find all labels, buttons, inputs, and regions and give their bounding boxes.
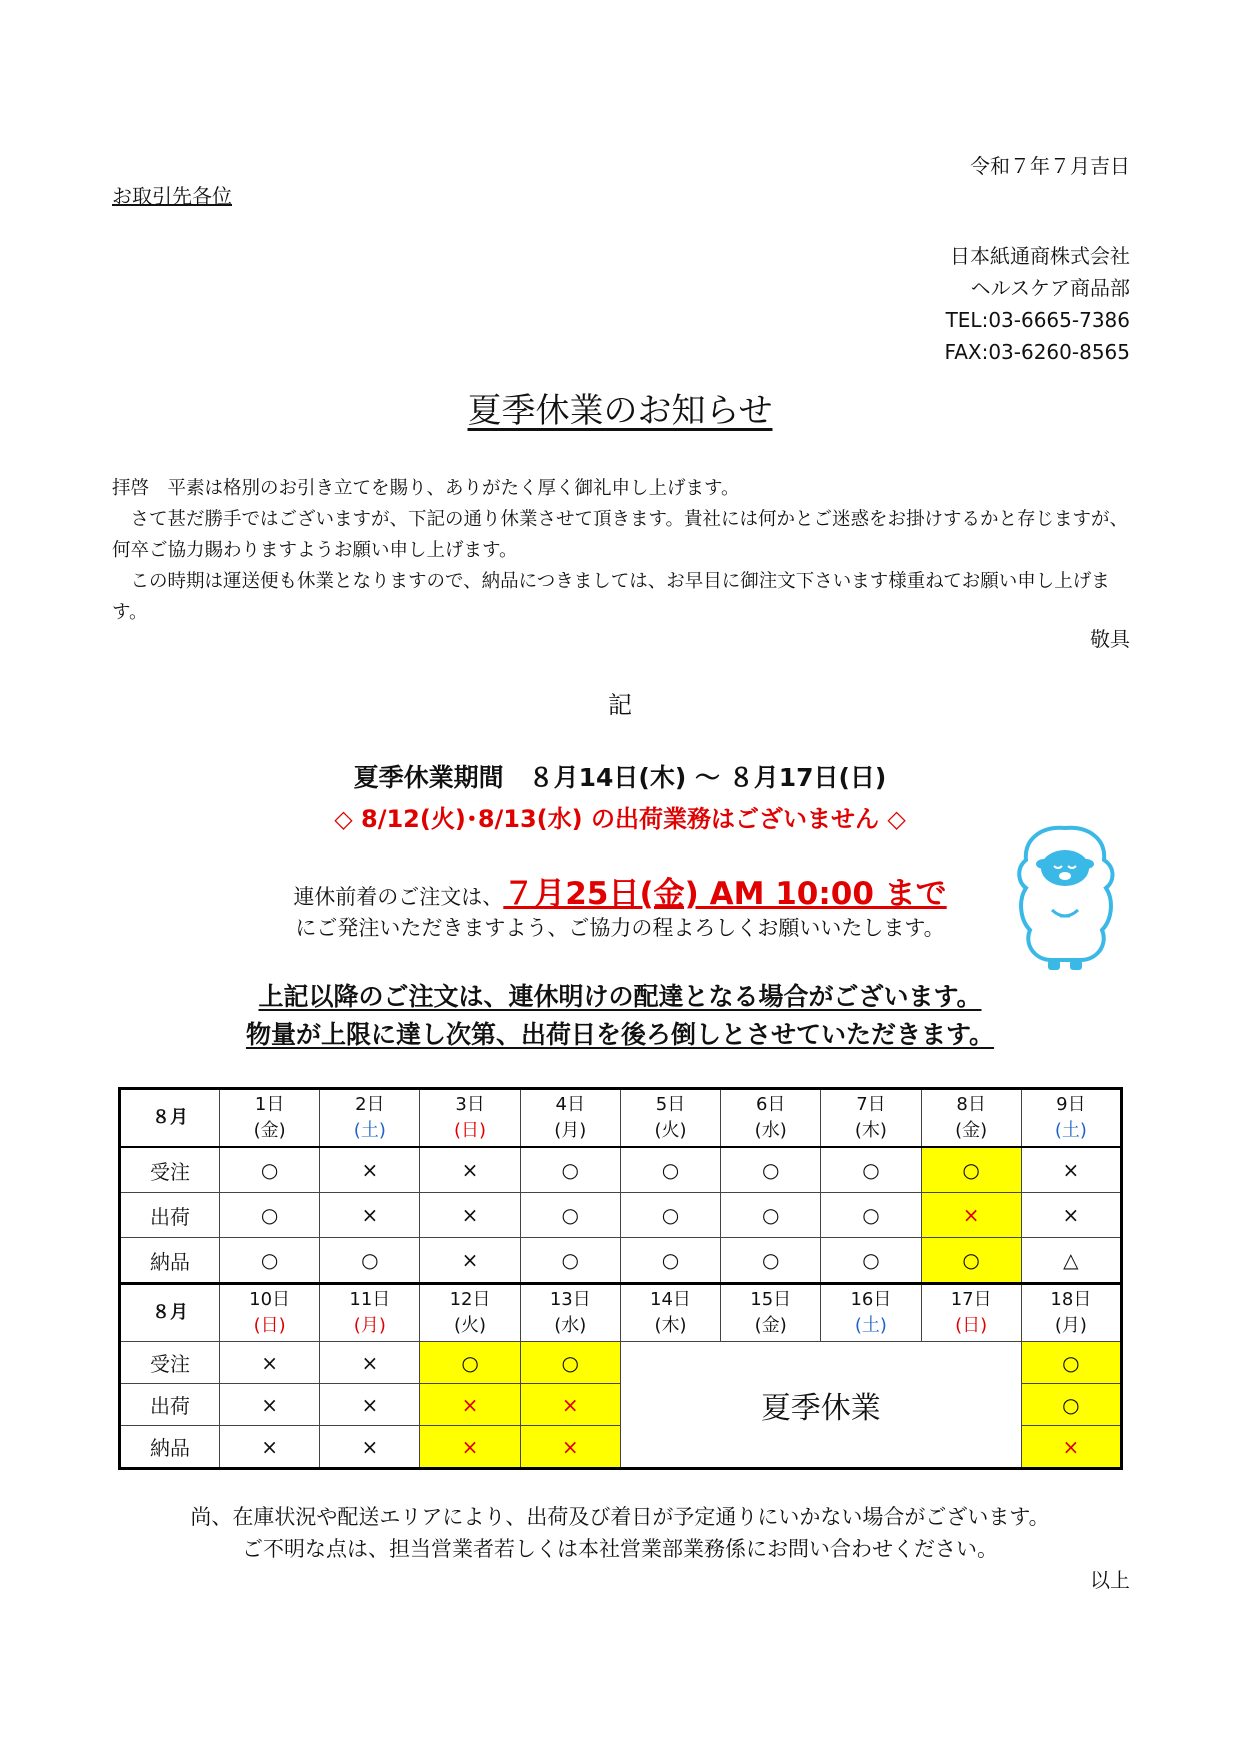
day-header [921, 1284, 1021, 1342]
day-header [721, 1284, 821, 1342]
calendar-cell: ○ [420, 1342, 520, 1384]
calendar-cell: ○ [921, 1147, 1021, 1193]
calendar-cell: ○ [721, 1147, 821, 1193]
body-paragraph-2: さて甚だ勝手ではございますが、下記の通り休業させて頂きます。貴社には何かとご迷惑をお掛けするかと存じますが、何卒ご協力賜わりますようお願い申し上げます。 [112, 509, 1129, 561]
weekday: (金) [253, 1120, 286, 1141]
day-header [1021, 1089, 1121, 1148]
day-number: 12日 [449, 1289, 491, 1310]
calendar-row [120, 1147, 1122, 1193]
deadline-prefix: 連休前着のご注文は、 [293, 885, 504, 909]
calendar-cell: × [320, 1384, 420, 1426]
weekday: (日) [253, 1315, 286, 1336]
weekday: (木) [654, 1315, 687, 1336]
calendar-cell: × [220, 1384, 320, 1426]
row-label: 受注 [120, 1342, 220, 1384]
sender-department: ヘルスケア商品部 [970, 276, 1130, 300]
day-number: 14日 [650, 1289, 691, 1310]
shipping-calendar [118, 1087, 1123, 1470]
calendar-header-row [120, 1089, 1122, 1148]
day-number: 7日 [856, 1094, 886, 1115]
day-number: 10日 [249, 1289, 291, 1310]
calendar-cell: ○ [520, 1147, 620, 1193]
day-number: 9日 [1056, 1094, 1086, 1115]
no-shipping-notice: ◇ 8/12(火)･8/13(水) の出荷業務はございません ◇ [334, 805, 906, 833]
weekday: (火) [454, 1315, 487, 1336]
ki-heading: 記 [608, 691, 632, 719]
calendar-cell: × [520, 1426, 620, 1469]
weekday: (土) [1054, 1120, 1087, 1141]
calendar-cell: × [1021, 1426, 1121, 1469]
end-ijou: 以上 [1090, 1568, 1130, 1592]
calendar-row [120, 1238, 1122, 1284]
calendar-cell: × [220, 1342, 320, 1384]
weekday: (月) [1054, 1315, 1087, 1336]
day-header [620, 1284, 720, 1342]
day-header [921, 1089, 1021, 1148]
day-number: 11日 [349, 1289, 391, 1310]
day-header [420, 1089, 520, 1148]
calendar-cell: ○ [821, 1147, 921, 1193]
page-title-text: 夏季休業のお知らせ [467, 391, 773, 431]
calendar-cell: ○ [821, 1238, 921, 1284]
warning-line2: 物量が上限に達し次第、出荷日を後ろ倒しとさせていただきます。 [245, 1020, 994, 1049]
calendar-cell: × [1021, 1147, 1121, 1193]
day-number: 2日 [355, 1094, 385, 1115]
day-number: 8日 [956, 1094, 986, 1115]
calendar-cell: × [420, 1238, 520, 1284]
weekday: (水) [754, 1120, 787, 1141]
calendar-cell: ○ [220, 1193, 320, 1238]
sender-tel: TEL:03-6665-7386 [945, 308, 1130, 332]
weekday: (火) [654, 1120, 687, 1141]
footnote [0, 1501, 1240, 1565]
calendar-cell: ○ [220, 1147, 320, 1193]
day-number: 13日 [549, 1289, 591, 1310]
calendar-cell: ○ [1021, 1342, 1121, 1384]
sender-company: 日本紙通商株式会社 [950, 244, 1130, 268]
calendar-cell: × [420, 1147, 520, 1193]
calendar-cell: ○ [921, 1238, 1021, 1284]
deadline-line2: にご発注いただきますよう、ご協力の程よろしくお願いいたします。 [295, 916, 945, 940]
weekday: (日) [454, 1120, 487, 1141]
calendar-cell: × [520, 1384, 620, 1426]
row-label: 出荷 [120, 1384, 220, 1426]
weekday: (日) [955, 1315, 988, 1336]
day-header [320, 1284, 420, 1342]
day-header [320, 1089, 420, 1148]
document-date: 令和７年７月吉日 [970, 154, 1130, 178]
month-label: ８月 [120, 1284, 220, 1342]
weekday: (土) [353, 1120, 386, 1141]
weekday: (木) [854, 1120, 887, 1141]
weekday: (月) [353, 1315, 386, 1336]
addressee: お取引先各位 [112, 184, 232, 208]
day-number: 3日 [455, 1094, 485, 1115]
footnote-line2: ご不明な点は、担当営業者若しくは本社営業部業務係にお問い合わせください。 [242, 1537, 998, 1561]
weekday: (金) [955, 1120, 988, 1141]
day-number: 18日 [1050, 1289, 1092, 1310]
row-label: 受注 [120, 1147, 220, 1193]
day-header [1021, 1284, 1121, 1342]
warning-block [0, 978, 1240, 1054]
calendar-cell: ○ [721, 1193, 821, 1238]
day-header [520, 1284, 620, 1342]
calendar-cell: ○ [620, 1193, 720, 1238]
body-paragraph-3: この時期は運送便も休業となりますので、納品につきましては、お早目に御注文下さいます様重ねてお願い申し上げます。 [112, 571, 1110, 623]
calendar-cell: ○ [620, 1147, 720, 1193]
day-header [821, 1284, 921, 1342]
calendar-cell: ○ [520, 1342, 620, 1384]
row-label: 納品 [120, 1426, 220, 1469]
day-header [220, 1284, 320, 1342]
calendar-header-row [120, 1284, 1122, 1342]
day-number: 5日 [655, 1094, 686, 1115]
body-paragraph-1: 拝啓 平素は格別のお引き立てを賜り、ありがたく厚く御礼申し上げます。 [112, 478, 740, 499]
day-number: 17日 [950, 1289, 992, 1310]
day-header [520, 1089, 620, 1148]
calendar-cell: △ [1021, 1238, 1121, 1284]
row-label: 納品 [120, 1238, 220, 1284]
body-text [112, 473, 1130, 628]
day-number: 4日 [555, 1094, 585, 1115]
calendar-cell: × [320, 1426, 420, 1469]
day-header [220, 1089, 320, 1148]
calendar-cell: ○ [320, 1238, 420, 1284]
weekday: (月) [554, 1120, 587, 1141]
calendar-cell: × [320, 1193, 420, 1238]
warning-line1: 上記以降のご注文は、連休明けの配達となる場合がございます。 [258, 982, 982, 1011]
sender-block [945, 240, 1130, 368]
calendar-cell: ○ [620, 1238, 720, 1284]
calendar-cell: ○ [520, 1193, 620, 1238]
calendar-cell: ○ [520, 1238, 620, 1284]
holiday-period: 夏季休業期間 ８月14日(木) 〜 ８月17日(日) [353, 763, 887, 792]
day-header [721, 1089, 821, 1148]
calendar-cell: ○ [821, 1193, 921, 1238]
calendar-cell: × [220, 1426, 320, 1469]
sender-fax: FAX:03-6260-8565 [944, 340, 1130, 364]
day-header [420, 1284, 520, 1342]
day-number: 15日 [750, 1289, 792, 1310]
calendar-cell: × [1021, 1193, 1121, 1238]
summer-holiday-cell: 夏季休業 [620, 1342, 1021, 1469]
calendar-cell: × [921, 1193, 1021, 1238]
calendar-cell: ○ [220, 1238, 320, 1284]
row-label: 出荷 [120, 1193, 220, 1238]
footnote-line1: 尚、在庫状況や配送エリアにより、出荷及び着日が予定通りにいかない場合がございます。 [190, 1505, 1050, 1529]
calendar-row [120, 1193, 1122, 1238]
calendar-row [120, 1342, 1122, 1384]
day-number: 1日 [254, 1094, 285, 1115]
weekday: (土) [854, 1315, 887, 1336]
page-title [0, 383, 1240, 432]
calendar-cell: × [320, 1342, 420, 1384]
calendar-cell: ○ [721, 1238, 821, 1284]
weekday: (水) [554, 1315, 587, 1336]
calendar-cell: × [420, 1426, 520, 1469]
deadline-highlight: ７月25日(金) AM 10:00 まで [503, 876, 947, 912]
day-header [821, 1089, 921, 1148]
calendar-cell: ○ [1021, 1384, 1121, 1426]
day-number: 6日 [755, 1094, 786, 1115]
weekday: (金) [754, 1315, 787, 1336]
day-number: 16日 [850, 1289, 892, 1310]
month-label: ８月 [120, 1089, 220, 1148]
calendar-cell: × [320, 1147, 420, 1193]
calendar-cell: × [420, 1193, 520, 1238]
sheep-mascot-icon [1010, 820, 1120, 980]
closing-keigu: 敬具 [1090, 627, 1130, 651]
calendar-cell: × [420, 1384, 520, 1426]
day-header [620, 1089, 720, 1148]
